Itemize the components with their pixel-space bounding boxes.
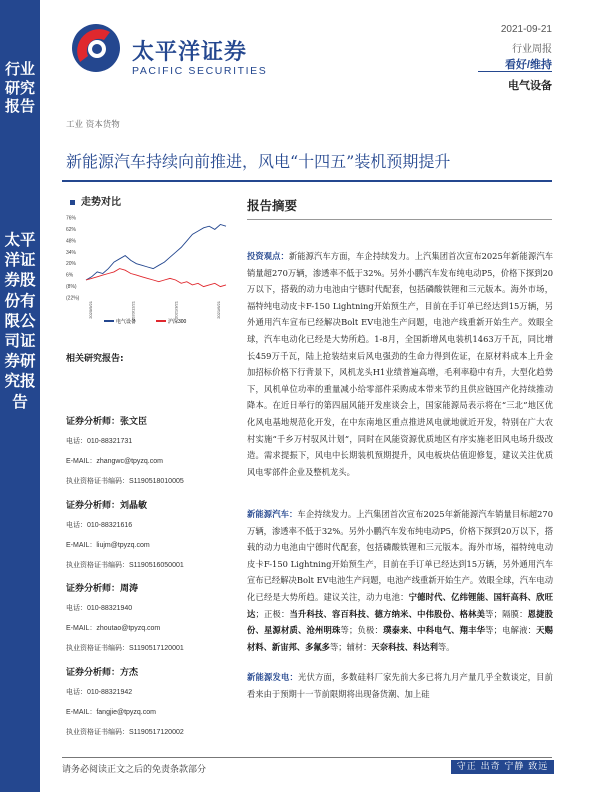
x-tick-label: 2021/3/21 [173, 301, 179, 319]
legend-csi300: 沪深300 [168, 319, 187, 325]
legend-electric-equipment: 电气设备 [116, 319, 137, 325]
y-tick-label: (22%) [66, 295, 80, 302]
y-tick-label: 62% [66, 226, 77, 233]
analyst-license: 执业资格证书编码：S1190516050001 [66, 561, 184, 569]
analyst-name: 证券分析师：方杰 [66, 667, 139, 678]
footer-motto: 守正 出奇 宁静 致远 [451, 760, 554, 774]
analyst-phone: 电话：010-88321616 [66, 521, 133, 529]
analyst-card [66, 496, 241, 576]
analyst-card [66, 579, 241, 659]
series-line-electric-equipment [86, 225, 226, 281]
analyst-list [66, 412, 241, 746]
header-divider [478, 71, 552, 72]
paragraph-text: 等；电解液： [485, 625, 537, 636]
analyst-email[interactable]: E-MAIL：liujm@tpyzq.com [66, 541, 150, 549]
y-tick-label: 20% [66, 261, 77, 268]
sidebar-report-type: 行业研究报告 [4, 60, 35, 115]
analyst-email[interactable]: E-MAIL：zhangwc@tpyzq.com [66, 458, 163, 465]
paragraph-text: 等。 [437, 641, 455, 652]
related-reports-label: 相关研究报告: [66, 354, 124, 364]
series-line-csi300 [86, 269, 226, 287]
analyst-name: 证券分析师：张文臣 [66, 417, 148, 427]
highlight-companies: 当升科技、容百科技、德方纳米、中伟股份、格林美 [289, 608, 486, 619]
paragraph-text: 等；隔膜： [485, 608, 528, 619]
analyst-name: 证券分析师：刘晶敏 [66, 500, 148, 511]
legend-swatch-csi300 [156, 320, 166, 322]
report-kind: 行业周报 [512, 44, 552, 55]
analyst-phone: 电话：010-88321940 [66, 605, 133, 612]
brand-name-en: PACIFIC SECURITIES [132, 65, 268, 77]
trend-chart [64, 210, 234, 330]
y-tick-label: 6% [66, 272, 74, 279]
highlight-companies: 天赐材料、新宙邦、多氟多 [247, 625, 553, 652]
rating: 看好/维持 [504, 59, 552, 71]
highlight-companies: 璞泰来、中科电气、翔丰华 [383, 625, 486, 636]
page-title: 新能源汽车持续向前推进，风电“十四五”装机预期提升 [66, 152, 451, 171]
paragraph-body: 光伏方面，多数硅料厂家先前大多已将九月产量几乎全数谈定，目前看来由于预期十一节前限期将出现备货潮、加上硅 [247, 672, 553, 699]
y-tick-label: 34% [66, 249, 77, 256]
investment-view-paragraph [247, 248, 553, 480]
sidebar-company: 太平洋证券股份有限公司证券研究报告 [4, 231, 36, 411]
summary-title: 报告摘要 [247, 198, 298, 213]
report-date: 2021-09-21 [500, 24, 552, 35]
analyst-card [66, 663, 241, 743]
x-tick-label: 2021/6/21 [216, 301, 221, 319]
analyst-phone: 电话：010-88321942 [66, 688, 133, 696]
analyst-phone: 电话：010-88321731 [66, 438, 133, 445]
trend-label: 走势对比 [70, 193, 121, 208]
pacific-securities-logo-icon [70, 22, 122, 74]
paragraph-text: 等；辅材： [329, 641, 372, 652]
analyst-card [66, 412, 241, 492]
highlight-companies: 天奈科技、科达利 [371, 641, 438, 652]
highlight-companies: 宁德时代、亿纬锂能、国轩高科、欣旺达 [247, 591, 553, 619]
paragraph-body: 车企持续发力。上汽集团首次宣布2025年新能源汽车销量目标超270万辆，渗透率不低于32%。另外小鹏汽车发布纯电动P5，价格下探到20万以下，搭载的动力电池由宁德时代配套，包括磷酸铁锂和三元版本。海外市场，福特纯电动皮卡F-150 Lightning开始预生产，目前在手订单已经达到15万辆，另外通用汽车宣布已经解决Bolt EV电池生产问题，电池产线重新开始生产。效眼全球，汽车电动化已经是大势所趋。建议关注，动力电池： [247, 509, 553, 602]
analyst-license: 执业资格证书编码：S1190517120002 [66, 728, 184, 736]
new-energy-paragraph [247, 669, 553, 702]
paragraph-lead: 投资观点： [247, 251, 289, 261]
y-tick-label: 48% [66, 238, 77, 245]
sector: 电气设备 [508, 80, 552, 92]
footer-disclaimer: 请务必阅读正文之后的免责条款部分 [62, 765, 207, 775]
analyst-name: 证券分析师：周涛 [66, 584, 139, 594]
paragraph-text: ；正极： [255, 608, 290, 619]
analyst-email[interactable]: E-MAIL：fangjie@tpyzq.com [66, 708, 156, 716]
analyst-license: 执业资格证书编码：S1190518010005 [66, 478, 184, 485]
paragraph-body: 新能源汽车方面，车企持续发力。上汽集团首次宣布2025年新能源汽车销量超270万辆，渗透率不低于32%。另外小鹏汽车发布纯电动P5，价格下探到20万以下，搭载的动力电池由宁德时代配套，包括磷酸铁锂和三元版本。海外市场，福特纯电动皮卡F-150 Lightning开始预生产，目前在手订单已经达到15万辆，另外通用汽车宣布已经解决Bolt EV电池生产问题，电池产线重新开始生产。效眼全球，汽车电动化已经是大势所趋。1-8月，全国新增风电装机1463万千瓦，同比增长459万千瓦，陆上抢装结束后风电强劲的生命力得到佐证，在原材料成本上升金加招标价格下行背景下，风机龙头H1业绩普遍高增，毛利率稳中有升，大型化趋势下，风机单位功率的重量减小给零部件采购成本带来节约且供应链国产化持续推动降本。在近日举行的第四届风能开发座谈会上，国家能源局表示将在“三北”地区优化风电基地规范化开发，在中东南地区重点推进风电就地就近开发，特别在广大农村实施“千乡万村驭风计划”，同时在风能资源优质地区有序实施老旧风电场升级改造。需求提振下，风电中长期装机预期提升，风电板块估值迎修复，建议关注优质风电零部件企业及整机龙头。 [247, 251, 553, 477]
footer-divider [62, 757, 552, 758]
analyst-email[interactable]: E-MAIL：zhoutao@tpyzq.com [66, 625, 161, 632]
analyst-license: 执业资格证书编码：S1190517120001 [66, 645, 184, 652]
highlight-companies: 恩捷股份、星源材质、沧州明珠 [247, 608, 553, 636]
brand-name-cn: 太平洋证券 [132, 40, 248, 65]
categories: 工业 资本货物 [66, 120, 120, 130]
title-divider [62, 180, 552, 182]
y-tick-label: 76% [66, 215, 77, 222]
legend-swatch-electric-equipment [104, 320, 114, 322]
summary-divider [247, 219, 552, 220]
nev-paragraph [247, 506, 553, 655]
paragraph-lead: 新能源汽车： [247, 509, 298, 519]
x-tick-label: 2020/12/21 [130, 301, 136, 322]
x-tick-label: 2020/9/21 [88, 301, 93, 319]
sidebar [0, 0, 40, 792]
y-tick-label: (8%) [66, 284, 77, 291]
paragraph-text: 等；负极： [340, 625, 384, 636]
paragraph-lead: 新能源发电： [247, 672, 299, 682]
